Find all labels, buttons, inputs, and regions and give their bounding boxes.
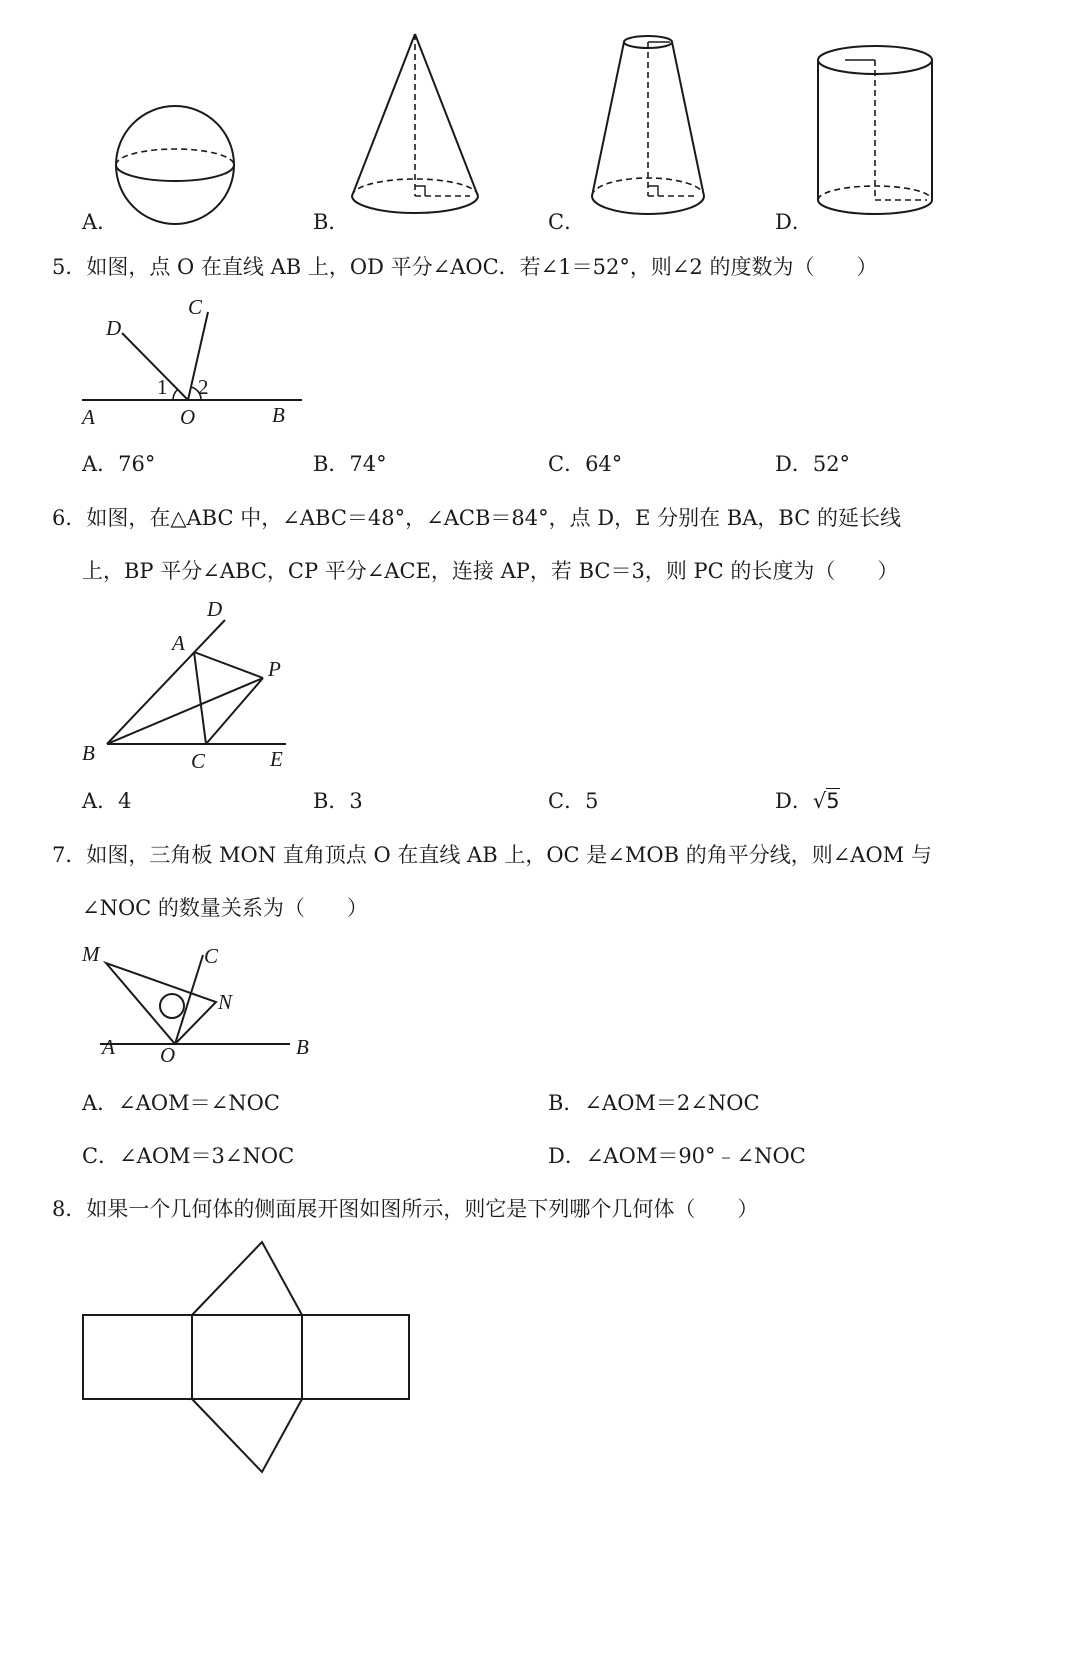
q6-label-b: B: [82, 741, 95, 765]
sphere-figure: [110, 95, 250, 235]
q7-label-a: A: [102, 1035, 115, 1059]
q4-option-a[interactable]: A．: [82, 210, 119, 234]
frustum-figure: [585, 30, 715, 230]
q6-label-e: E: [270, 747, 283, 771]
q5-option-a[interactable]: A．76°: [82, 452, 156, 476]
q6-label-p: P: [268, 657, 281, 681]
cylinder-figure: [815, 42, 940, 232]
q4-option-c[interactable]: C．: [548, 210, 586, 234]
q5-label-b: B: [272, 403, 285, 427]
q7-option-d[interactable]: D．∠AOM＝90°﹣∠NOC: [548, 1144, 806, 1168]
q6-option-d-prefix: D．: [775, 789, 813, 813]
cone-figure: [340, 28, 490, 228]
q5-label-2: 2: [198, 375, 209, 399]
q8-stem: 8．如果一个几何体的侧面展开图如图所示，则它是下列哪个几何体（ ）: [52, 1197, 759, 1221]
q5-figure: [80, 295, 310, 429]
q7-label-o: O: [160, 1043, 176, 1067]
q6-label-c: C: [191, 749, 206, 773]
q5-option-c[interactable]: C．64°: [548, 452, 623, 476]
q6-stem-line1: 6．如图，在△ABC 中，∠ABC＝48°，∠ACB＝84°，点 D，E 分别在 BA，BC 的延长线: [52, 506, 901, 530]
q7-option-c[interactable]: C．∠AOM＝3∠NOC: [82, 1144, 295, 1168]
q5-label-o: O: [180, 405, 196, 429]
q5-option-d[interactable]: D．52°: [775, 452, 851, 476]
q6-stem-line2: 上，BP 平分∠ABC，CP 平分∠ACE，连接 AP，若 BC＝3，则 PC 的长度为（ ）: [82, 559, 899, 583]
q7-stem-line1: 7．如图，三角板 MON 直角顶点 O 在直线 AB 上，OC 是∠MOB 的角平分线，则∠AOM 与: [52, 843, 932, 867]
q6-option-d[interactable]: [775, 787, 840, 815]
q7-label-c: C: [204, 944, 219, 968]
q7-label-n: N: [218, 990, 233, 1014]
q5-option-b[interactable]: B．74°: [313, 452, 387, 476]
q6-option-d-radicand: 5: [826, 789, 840, 813]
q5-label-1: 1: [157, 375, 168, 399]
q7-stem-line2: ∠NOC 的数量关系为（ ）: [82, 896, 368, 920]
sqrt-symbol: √: [812, 789, 827, 813]
q6-label-a: A: [172, 631, 185, 655]
q4-option-d[interactable]: D．: [775, 210, 813, 234]
q7-figure: [80, 935, 320, 1065]
q5-stem: 5．如图，点 O 在直线 AB 上，OD 平分∠AOC．若∠1＝52°，则∠2 的度数为（ ）: [52, 255, 878, 279]
q5-label-c: C: [188, 295, 203, 319]
q6-figure: [80, 598, 310, 778]
q4-option-b[interactable]: B．: [313, 210, 350, 234]
q6-option-a[interactable]: A．4: [82, 789, 132, 813]
q6-option-b[interactable]: B．3: [313, 789, 363, 813]
q7-label-m: M: [82, 942, 100, 966]
q7-label-b: B: [296, 1035, 309, 1059]
q8-net-figure: [82, 1240, 412, 1480]
q7-option-a[interactable]: A．∠AOM＝∠NOC: [82, 1091, 280, 1115]
q6-label-d: D: [207, 597, 223, 621]
q7-option-b[interactable]: B．∠AOM＝2∠NOC: [548, 1091, 760, 1115]
q5-label-a: A: [82, 405, 95, 429]
q5-label-d: D: [106, 316, 122, 340]
q6-option-c[interactable]: C．5: [548, 789, 599, 813]
